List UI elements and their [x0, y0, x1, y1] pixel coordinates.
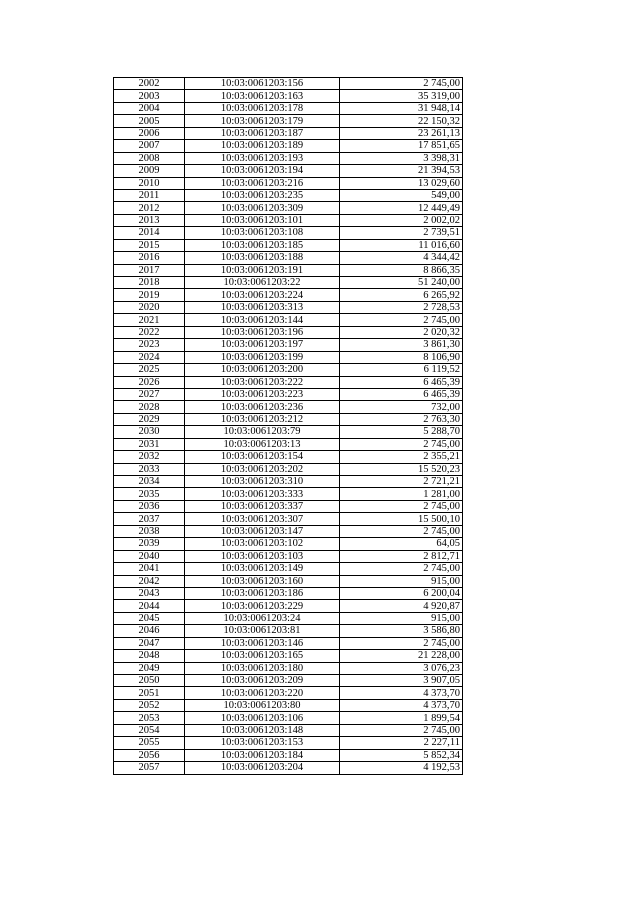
value-cell: 2 745,00 — [340, 563, 463, 575]
cadastral-value-table — [113, 77, 463, 775]
cadastral-number-cell: 10:03:0061203:200 — [185, 364, 340, 376]
row-number-cell: 2051 — [114, 687, 185, 699]
table-row — [114, 413, 463, 425]
value-cell: 2 227,11 — [340, 737, 463, 749]
value-cell: 5 288,70 — [340, 426, 463, 438]
value-cell: 2 020,32 — [340, 326, 463, 338]
row-number-cell: 2021 — [114, 314, 185, 326]
value-cell: 2 355,21 — [340, 451, 463, 463]
row-number-cell: 2006 — [114, 127, 185, 139]
cadastral-number-cell: 10:03:0061203:24 — [185, 612, 340, 624]
table-row — [114, 376, 463, 388]
cadastral-number-cell: 10:03:0061203:209 — [185, 675, 340, 687]
row-number-cell: 2043 — [114, 587, 185, 599]
row-number-cell: 2012 — [114, 202, 185, 214]
row-number-cell: 2034 — [114, 476, 185, 488]
row-number-cell: 2029 — [114, 413, 185, 425]
value-cell: 3 861,30 — [340, 339, 463, 351]
table-row — [114, 699, 463, 711]
cadastral-number-cell: 10:03:0061203:189 — [185, 140, 340, 152]
table-row — [114, 575, 463, 587]
value-cell: 11 016,60 — [340, 239, 463, 251]
table-row — [114, 538, 463, 550]
value-cell: 15 500,10 — [340, 513, 463, 525]
table-row — [114, 712, 463, 724]
cadastral-number-cell: 10:03:0061203:194 — [185, 165, 340, 177]
value-cell: 21 394,53 — [340, 165, 463, 177]
row-number-cell: 2004 — [114, 102, 185, 114]
row-number-cell: 2045 — [114, 612, 185, 624]
row-number-cell: 2054 — [114, 724, 185, 736]
table-row — [114, 127, 463, 139]
value-cell: 3 907,05 — [340, 675, 463, 687]
table-row — [114, 351, 463, 363]
table-row — [114, 762, 463, 774]
value-cell: 915,00 — [340, 612, 463, 624]
row-number-cell: 2028 — [114, 401, 185, 413]
row-number-cell: 2010 — [114, 177, 185, 189]
table-row — [114, 189, 463, 201]
row-number-cell: 2052 — [114, 699, 185, 711]
cadastral-number-cell: 10:03:0061203:184 — [185, 749, 340, 761]
value-cell: 6 465,39 — [340, 376, 463, 388]
cadastral-number-cell: 10:03:0061203:313 — [185, 301, 340, 313]
value-cell: 2 745,00 — [340, 525, 463, 537]
value-cell: 23 261,13 — [340, 127, 463, 139]
cadastral-number-cell: 10:03:0061203:79 — [185, 426, 340, 438]
value-cell: 51 240,00 — [340, 277, 463, 289]
row-number-cell: 2055 — [114, 737, 185, 749]
row-number-cell: 2002 — [114, 78, 185, 90]
table-row — [114, 463, 463, 475]
row-number-cell: 2056 — [114, 749, 185, 761]
value-cell: 22 150,32 — [340, 115, 463, 127]
row-number-cell: 2024 — [114, 351, 185, 363]
row-number-cell: 2033 — [114, 463, 185, 475]
table-row — [114, 476, 463, 488]
table-row — [114, 525, 463, 537]
cadastral-number-cell: 10:03:0061203:216 — [185, 177, 340, 189]
cadastral-number-cell: 10:03:0061203:80 — [185, 699, 340, 711]
row-number-cell: 2019 — [114, 289, 185, 301]
cadastral-number-cell: 10:03:0061203:146 — [185, 637, 340, 649]
cadastral-number-cell: 10:03:0061203:165 — [185, 650, 340, 662]
cadastral-number-cell: 10:03:0061203:202 — [185, 463, 340, 475]
value-cell: 732,00 — [340, 401, 463, 413]
cadastral-number-cell: 10:03:0061203:13 — [185, 438, 340, 450]
table-row — [114, 662, 463, 674]
row-number-cell: 2039 — [114, 538, 185, 550]
cadastral-number-cell: 10:03:0061203:153 — [185, 737, 340, 749]
cadastral-number-cell: 10:03:0061203:199 — [185, 351, 340, 363]
row-number-cell: 2040 — [114, 550, 185, 562]
table-row — [114, 724, 463, 736]
value-cell: 6 200,04 — [340, 587, 463, 599]
table-row — [114, 550, 463, 562]
value-cell: 15 520,23 — [340, 463, 463, 475]
cadastral-number-cell: 10:03:0061203:188 — [185, 252, 340, 264]
value-cell: 2 745,00 — [340, 724, 463, 736]
value-cell: 4 920,87 — [340, 600, 463, 612]
cadastral-number-cell: 10:03:0061203:191 — [185, 264, 340, 276]
table-row — [114, 451, 463, 463]
table-row — [114, 401, 463, 413]
cadastral-number-cell: 10:03:0061203:212 — [185, 413, 340, 425]
table-row — [114, 177, 463, 189]
value-cell: 2 745,00 — [340, 500, 463, 512]
row-number-cell: 2014 — [114, 227, 185, 239]
cadastral-number-cell: 10:03:0061203:236 — [185, 401, 340, 413]
table-row — [114, 339, 463, 351]
value-cell: 915,00 — [340, 575, 463, 587]
value-cell: 4 373,70 — [340, 687, 463, 699]
row-number-cell: 2018 — [114, 277, 185, 289]
cadastral-number-cell: 10:03:0061203:193 — [185, 152, 340, 164]
row-number-cell: 2026 — [114, 376, 185, 388]
table-row — [114, 289, 463, 301]
value-cell: 4 344,42 — [340, 252, 463, 264]
value-cell: 2 745,00 — [340, 78, 463, 90]
row-number-cell: 2037 — [114, 513, 185, 525]
value-cell: 6 119,52 — [340, 364, 463, 376]
cadastral-number-cell: 10:03:0061203:102 — [185, 538, 340, 550]
cadastral-number-cell: 10:03:0061203:187 — [185, 127, 340, 139]
row-number-cell: 2046 — [114, 625, 185, 637]
table-row — [114, 252, 463, 264]
row-number-cell: 2008 — [114, 152, 185, 164]
cadastral-number-cell: 10:03:0061203:106 — [185, 712, 340, 724]
cadastral-number-cell: 10:03:0061203:148 — [185, 724, 340, 736]
table-row — [114, 500, 463, 512]
table-row — [114, 687, 463, 699]
value-cell: 549,00 — [340, 189, 463, 201]
row-number-cell: 2057 — [114, 762, 185, 774]
row-number-cell: 2013 — [114, 214, 185, 226]
row-number-cell: 2032 — [114, 451, 185, 463]
cadastral-number-cell: 10:03:0061203:223 — [185, 388, 340, 400]
row-number-cell: 2027 — [114, 388, 185, 400]
table-row — [114, 214, 463, 226]
cadastral-number-cell: 10:03:0061203:149 — [185, 563, 340, 575]
cadastral-number-cell: 10:03:0061203:337 — [185, 500, 340, 512]
table-row — [114, 152, 463, 164]
value-cell: 1 899,54 — [340, 712, 463, 724]
row-number-cell: 2022 — [114, 326, 185, 338]
cadastral-number-cell: 10:03:0061203:204 — [185, 762, 340, 774]
row-number-cell: 2041 — [114, 563, 185, 575]
value-cell: 31 948,14 — [340, 102, 463, 114]
row-number-cell: 2020 — [114, 301, 185, 313]
table-row — [114, 115, 463, 127]
cadastral-number-cell: 10:03:0061203:154 — [185, 451, 340, 463]
cadastral-number-cell: 10:03:0061203:224 — [185, 289, 340, 301]
row-number-cell: 2030 — [114, 426, 185, 438]
value-cell: 8 106,90 — [340, 351, 463, 363]
cadastral-number-cell: 10:03:0061203:222 — [185, 376, 340, 388]
table-row — [114, 600, 463, 612]
cadastral-number-cell: 10:03:0061203:220 — [185, 687, 340, 699]
cadastral-number-cell: 10:03:0061203:197 — [185, 339, 340, 351]
table-row — [114, 301, 463, 313]
table-row — [114, 737, 463, 749]
table-row — [114, 488, 463, 500]
cadastral-number-cell: 10:03:0061203:22 — [185, 277, 340, 289]
table-row — [114, 438, 463, 450]
row-number-cell: 2031 — [114, 438, 185, 450]
value-cell: 2 745,00 — [340, 314, 463, 326]
value-cell: 2 721,21 — [340, 476, 463, 488]
cadastral-number-cell: 10:03:0061203:307 — [185, 513, 340, 525]
cadastral-number-cell: 10:03:0061203:163 — [185, 90, 340, 102]
row-number-cell: 2048 — [114, 650, 185, 662]
table-row — [114, 612, 463, 624]
cadastral-number-cell: 10:03:0061203:185 — [185, 239, 340, 251]
row-number-cell: 2053 — [114, 712, 185, 724]
value-cell: 5 852,34 — [340, 749, 463, 761]
cadastral-number-cell: 10:03:0061203:309 — [185, 202, 340, 214]
table-row — [114, 78, 463, 90]
row-number-cell: 2035 — [114, 488, 185, 500]
table-row — [114, 326, 463, 338]
value-cell: 2 745,00 — [340, 637, 463, 649]
table-row — [114, 388, 463, 400]
table-row — [114, 227, 463, 239]
table-row — [114, 625, 463, 637]
value-cell: 2 812,71 — [340, 550, 463, 562]
value-cell: 3 076,23 — [340, 662, 463, 674]
table-row — [114, 587, 463, 599]
value-cell: 35 319,00 — [340, 90, 463, 102]
row-number-cell: 2038 — [114, 525, 185, 537]
row-number-cell: 2036 — [114, 500, 185, 512]
row-number-cell: 2007 — [114, 140, 185, 152]
cadastral-number-cell: 10:03:0061203:333 — [185, 488, 340, 500]
row-number-cell: 2017 — [114, 264, 185, 276]
table-row — [114, 202, 463, 214]
value-cell: 6 265,92 — [340, 289, 463, 301]
table-row — [114, 264, 463, 276]
cadastral-number-cell: 10:03:0061203:101 — [185, 214, 340, 226]
table-row — [114, 140, 463, 152]
cadastral-number-cell: 10:03:0061203:156 — [185, 78, 340, 90]
cadastral-number-cell: 10:03:0061203:103 — [185, 550, 340, 562]
cadastral-number-cell: 10:03:0061203:147 — [185, 525, 340, 537]
value-cell: 2 763,30 — [340, 413, 463, 425]
row-number-cell: 2016 — [114, 252, 185, 264]
row-number-cell: 2023 — [114, 339, 185, 351]
row-number-cell: 2005 — [114, 115, 185, 127]
row-number-cell: 2003 — [114, 90, 185, 102]
value-cell: 2 745,00 — [340, 438, 463, 450]
value-cell: 2 728,53 — [340, 301, 463, 313]
value-cell: 17 851,65 — [340, 140, 463, 152]
cadastral-number-cell: 10:03:0061203:196 — [185, 326, 340, 338]
value-cell: 64,05 — [340, 538, 463, 550]
row-number-cell: 2025 — [114, 364, 185, 376]
value-cell: 13 029,60 — [340, 177, 463, 189]
row-number-cell: 2042 — [114, 575, 185, 587]
cadastral-number-cell: 10:03:0061203:235 — [185, 189, 340, 201]
cadastral-number-cell: 10:03:0061203:179 — [185, 115, 340, 127]
value-cell: 3 398,31 — [340, 152, 463, 164]
table-row — [114, 650, 463, 662]
table-row — [114, 314, 463, 326]
value-cell: 6 465,39 — [340, 388, 463, 400]
cadastral-number-cell: 10:03:0061203:178 — [185, 102, 340, 114]
cadastral-number-cell: 10:03:0061203:108 — [185, 227, 340, 239]
value-cell: 21 228,00 — [340, 650, 463, 662]
value-cell: 2 739,51 — [340, 227, 463, 239]
table-body — [114, 78, 463, 775]
row-number-cell: 2011 — [114, 189, 185, 201]
cadastral-number-cell: 10:03:0061203:229 — [185, 600, 340, 612]
cadastral-number-cell: 10:03:0061203:160 — [185, 575, 340, 587]
cadastral-number-cell: 10:03:0061203:180 — [185, 662, 340, 674]
value-cell: 2 002,02 — [340, 214, 463, 226]
value-cell: 4 373,70 — [340, 699, 463, 711]
row-number-cell: 2009 — [114, 165, 185, 177]
value-cell: 1 281,00 — [340, 488, 463, 500]
value-cell: 12 449,49 — [340, 202, 463, 214]
table-row — [114, 90, 463, 102]
value-cell: 4 192,53 — [340, 762, 463, 774]
row-number-cell: 2015 — [114, 239, 185, 251]
table-row — [114, 749, 463, 761]
table-row — [114, 165, 463, 177]
table-row — [114, 277, 463, 289]
cadastral-number-cell: 10:03:0061203:81 — [185, 625, 340, 637]
value-cell: 8 866,35 — [340, 264, 463, 276]
table-row — [114, 102, 463, 114]
table-row — [114, 563, 463, 575]
cadastral-number-cell: 10:03:0061203:310 — [185, 476, 340, 488]
table-row — [114, 426, 463, 438]
table-row — [114, 675, 463, 687]
table-row — [114, 364, 463, 376]
table-row — [114, 513, 463, 525]
row-number-cell: 2047 — [114, 637, 185, 649]
row-number-cell: 2050 — [114, 675, 185, 687]
row-number-cell: 2044 — [114, 600, 185, 612]
table-row — [114, 239, 463, 251]
row-number-cell: 2049 — [114, 662, 185, 674]
cadastral-number-cell: 10:03:0061203:144 — [185, 314, 340, 326]
value-cell: 3 586,80 — [340, 625, 463, 637]
table-row — [114, 637, 463, 649]
cadastral-number-cell: 10:03:0061203:186 — [185, 587, 340, 599]
